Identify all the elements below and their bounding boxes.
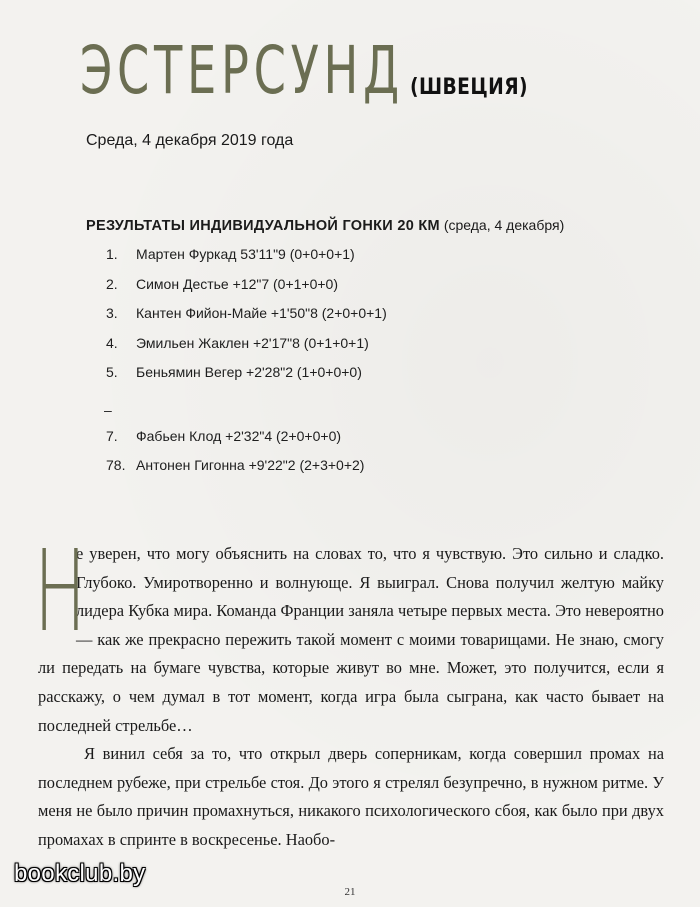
result-place: 2. — [106, 275, 118, 292]
results-separator — [106, 394, 387, 428]
result-row — [106, 305, 387, 335]
result-place: 78. — [106, 457, 126, 473]
body-text — [34, 527, 664, 855]
result-row — [106, 246, 387, 276]
result-place: 1. — [106, 246, 118, 262]
chapter-title: ЭСТЕРСУНД — [80, 32, 404, 109]
result-row — [106, 335, 387, 365]
result-row — [106, 457, 387, 487]
results-heading-date: (среда, 4 декабря) — [439, 217, 565, 233]
result-row — [106, 428, 387, 458]
result-row — [106, 276, 387, 306]
chapter-date: Среда, 4 декабря 2019 года — [86, 132, 294, 149]
result-text: Симон Дестье +12"7 (0+1+0+0) — [136, 275, 339, 292]
separator-dash: – — [104, 401, 112, 418]
result-row — [106, 364, 387, 394]
paragraph-1 — [34, 527, 664, 740]
result-place: 4. — [106, 334, 118, 351]
result-text: Беньямин Вегер +2'28"2 (1+0+0+0) — [136, 364, 362, 380]
result-text: Мартен Фуркад 53'11"9 (0+0+0+1) — [136, 246, 355, 262]
page-number: 21 — [344, 886, 356, 898]
result-text: Эмильен Жаклен +2'17"8 (0+1+0+1) — [136, 334, 369, 351]
paragraph-2: Я винил себя за то, что открыл дверь соперникам, когда совершил промах на последнем рубеже, при стрельбе стоя. До этого я стрелял безупречно, в нужном ритме. У меня не было причин промахнуться, никакого психологического сбоя, как было при двух промахах в спринте в воскресенье. Наобо- — [38, 744, 664, 849]
results-heading — [86, 217, 564, 234]
watermark-logo: bookclub.by — [14, 860, 146, 887]
result-place: 5. — [106, 364, 118, 380]
result-place: 3. — [106, 305, 118, 321]
result-place: 7. — [106, 427, 118, 444]
result-text: Кантен Фийон-Майе +1'50"8 (2+0+0+1) — [136, 305, 387, 321]
chapter-country: (ШВЕЦИЯ) — [410, 75, 529, 100]
paragraph-1-text: е уверен, что могу объяснить на словах то, что я чувствую. Это сильно и сладко. Глубоко. Умиротворенно и волнующе. Я выиграл. Снова получил желтую майку лидера Кубка мира. Команда Франции заняла четыре первых места. Это невероятно — как же прекрасно пережить такой момент с моими товарищами. Не знаю, смогу ли передать на бумаге чувства, которые живут во мне. Может, это получится, если я расскажу, о чем думал в тот момент, когда игра была сыграна, как часто бывает на последней стрельбе… — [38, 544, 664, 735]
results-list — [106, 246, 387, 487]
result-text: Антонен Гигонна +9'22"2 (2+3+0+2) — [136, 457, 365, 473]
drop-cap: Н — [34, 527, 87, 657]
results-heading-bold: РЕЗУЛЬТАТЫ ИНДИВИДУАЛЬНОЙ ГОНКИ 20 КМ — [86, 218, 440, 234]
chapter-header — [80, 32, 549, 109]
result-text: Фабьен Клод +2'32"4 (2+0+0+0) — [136, 427, 342, 444]
